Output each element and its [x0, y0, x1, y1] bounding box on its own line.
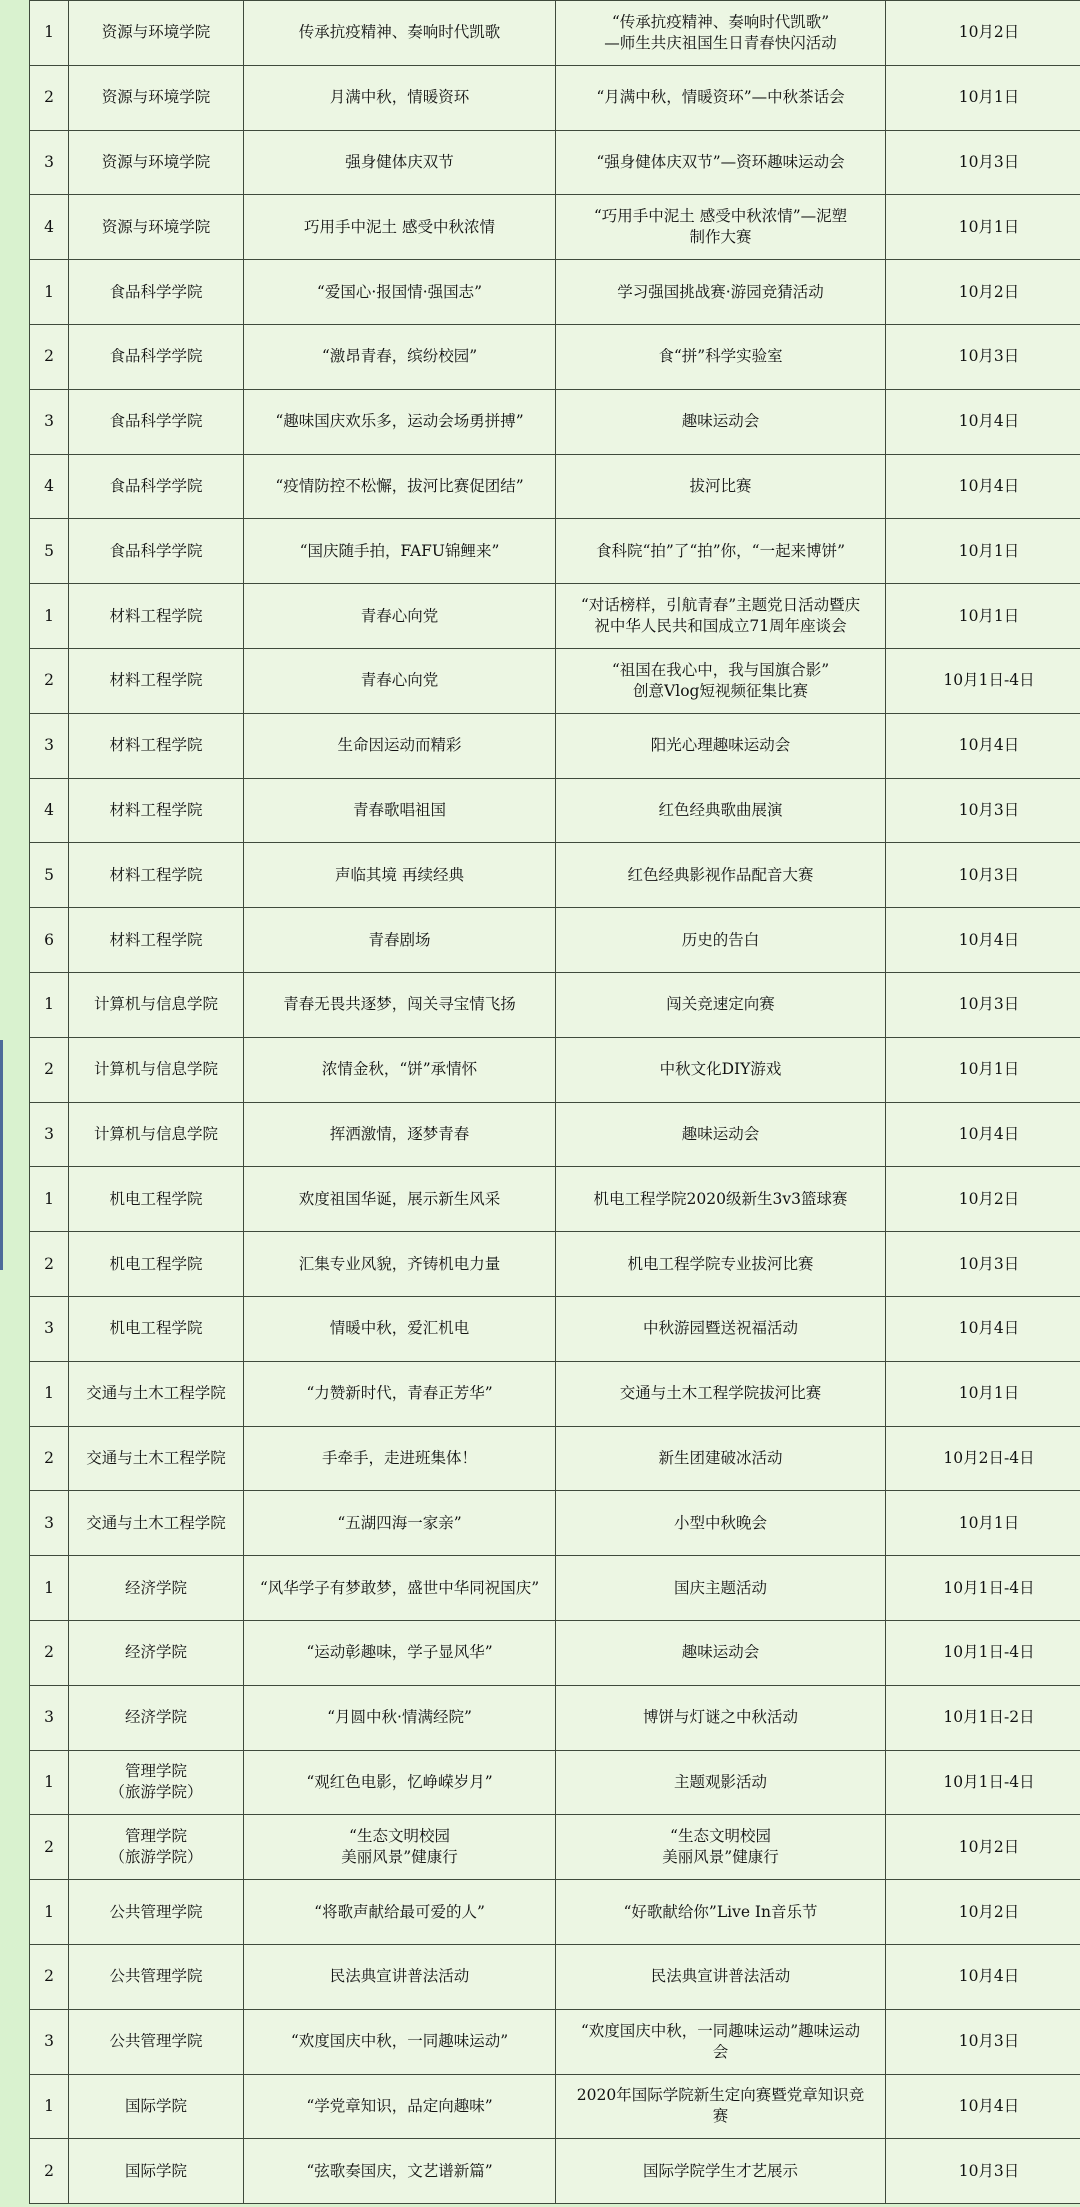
row-number-cell: 1 [30, 1, 69, 66]
date-cell: 10月1日 [886, 1491, 1080, 1556]
date-cell: 10月1日 [886, 195, 1080, 260]
table-row [30, 1296, 1080, 1361]
row-number-cell: 3 [30, 1296, 69, 1361]
row-number-cell: 3 [30, 130, 69, 195]
date-cell: 10月1日-2日 [886, 1685, 1080, 1750]
college-cell: 食品科学学院 [69, 519, 244, 584]
college-cell: 资源与环境学院 [69, 195, 244, 260]
college-cell: 食品科学学院 [69, 324, 244, 389]
theme-cell: “疫情防控不松懈，拔河比赛促团结” [244, 454, 556, 519]
date-cell: 10月2日 [886, 260, 1080, 325]
row-number-cell: 5 [30, 843, 69, 908]
row-number-cell: 3 [30, 2009, 69, 2074]
row-number-cell: 2 [30, 648, 69, 713]
theme-cell: “国庆随手拍，FAFU锦鲤来” [244, 519, 556, 584]
date-cell: 10月4日 [886, 1102, 1080, 1167]
activity-cell: “巧用手中泥土 感受中秋浓情”—泥塑 制作大赛 [556, 195, 886, 260]
date-cell: 10月3日 [886, 778, 1080, 843]
table-row [30, 1426, 1080, 1491]
table-row [30, 843, 1080, 908]
date-cell: 10月1日 [886, 584, 1080, 649]
date-cell: 10月2日 [886, 1815, 1080, 1880]
table-row [30, 1491, 1080, 1556]
theme-cell: “学党章知识，品定向趣味” [244, 2074, 556, 2139]
college-cell: 材料工程学院 [69, 843, 244, 908]
activity-cell: 民法典宣讲普法活动 [556, 1944, 886, 2009]
activity-cell: 趣味运动会 [556, 1620, 886, 1685]
activity-cell: “祖国在我心中，我与国旗合影” 创意Vlog短视频征集比赛 [556, 648, 886, 713]
college-cell: 公共管理学院 [69, 1880, 244, 1945]
theme-cell: “欢度国庆中秋，一同趣味运动” [244, 2009, 556, 2074]
row-number-cell: 1 [30, 972, 69, 1037]
activity-cell: “好歌献给你”Live In音乐节 [556, 1880, 886, 1945]
activity-cell: 趣味运动会 [556, 1102, 886, 1167]
activity-cell: 新生团建破冰活动 [556, 1426, 886, 1491]
date-cell: 10月3日 [886, 972, 1080, 1037]
table-row [30, 648, 1080, 713]
table-row [30, 908, 1080, 973]
table-row [30, 65, 1080, 130]
row-number-cell: 2 [30, 1426, 69, 1491]
theme-cell: “月圆中秋·情满经院” [244, 1685, 556, 1750]
college-cell: 食品科学学院 [69, 454, 244, 519]
theme-cell: 生命因运动而精彩 [244, 713, 556, 778]
college-cell: 资源与环境学院 [69, 1, 244, 66]
college-cell: 国际学院 [69, 2139, 244, 2204]
college-cell: 食品科学学院 [69, 260, 244, 325]
table-row [30, 2009, 1080, 2074]
date-cell: 10月4日 [886, 1944, 1080, 2009]
table-row [30, 1102, 1080, 1167]
table-row [30, 972, 1080, 1037]
row-number-cell: 3 [30, 1685, 69, 1750]
theme-cell: “弦歌奏国庆，文艺谱新篇” [244, 2139, 556, 2204]
row-number-cell: 6 [30, 908, 69, 973]
college-cell: 经济学院 [69, 1685, 244, 1750]
theme-cell: 青春无畏共逐梦，闯关寻宝情飞扬 [244, 972, 556, 1037]
table-row [30, 130, 1080, 195]
theme-cell: 声临其境 再续经典 [244, 843, 556, 908]
table-row [30, 778, 1080, 843]
date-cell: 10月1日 [886, 65, 1080, 130]
college-cell: 材料工程学院 [69, 648, 244, 713]
table-row [30, 1556, 1080, 1621]
activity-cell: 食“拼”科学实验室 [556, 324, 886, 389]
table-row [30, 2139, 1080, 2204]
date-cell: 10月3日 [886, 2009, 1080, 2074]
date-cell: 10月4日 [886, 1296, 1080, 1361]
college-cell: 食品科学学院 [69, 389, 244, 454]
theme-cell: 青春心向党 [244, 584, 556, 649]
activity-cell: 博饼与灯谜之中秋活动 [556, 1685, 886, 1750]
activity-cell: 红色经典影视作品配音大赛 [556, 843, 886, 908]
table-row [30, 1815, 1080, 1880]
activity-cell: “月满中秋，情暖资环”—中秋茶话会 [556, 65, 886, 130]
row-number-cell: 2 [30, 324, 69, 389]
date-cell: 10月1日 [886, 1361, 1080, 1426]
table-row [30, 1880, 1080, 1945]
date-cell: 10月2日 [886, 1, 1080, 66]
college-cell: 机电工程学院 [69, 1232, 244, 1297]
activity-cell: “对话榜样，引航青春”主题党日活动暨庆 祝中华人民共和国成立71周年座谈会 [556, 584, 886, 649]
college-cell: 计算机与信息学院 [69, 1037, 244, 1102]
row-number-cell: 2 [30, 1944, 69, 2009]
table-row [30, 1361, 1080, 1426]
theme-cell: 青春剧场 [244, 908, 556, 973]
row-number-cell: 1 [30, 260, 69, 325]
college-cell: 公共管理学院 [69, 2009, 244, 2074]
row-number-cell: 4 [30, 195, 69, 260]
activity-cell: 拔河比赛 [556, 454, 886, 519]
theme-cell: “五湖四海一家亲” [244, 1491, 556, 1556]
activity-cell: 国庆主题活动 [556, 1556, 886, 1621]
row-number-cell: 5 [30, 519, 69, 584]
date-cell: 10月3日 [886, 1232, 1080, 1297]
row-number-cell: 3 [30, 1491, 69, 1556]
table-row [30, 324, 1080, 389]
college-cell: 公共管理学院 [69, 1944, 244, 2009]
activity-table-body [30, 1, 1080, 2204]
college-cell: 计算机与信息学院 [69, 972, 244, 1037]
college-cell: 材料工程学院 [69, 584, 244, 649]
table-row [30, 195, 1080, 260]
row-number-cell: 2 [30, 1815, 69, 1880]
college-cell: 材料工程学院 [69, 778, 244, 843]
date-cell: 10月3日 [886, 130, 1080, 195]
theme-cell: 民法典宣讲普法活动 [244, 1944, 556, 2009]
activity-cell: 趣味运动会 [556, 389, 886, 454]
date-cell: 10月1日-4日 [886, 1750, 1080, 1815]
college-cell: 资源与环境学院 [69, 130, 244, 195]
theme-cell: 强身健体庆双节 [244, 130, 556, 195]
theme-cell: 月满中秋，情暖资环 [244, 65, 556, 130]
row-number-cell: 4 [30, 778, 69, 843]
college-cell: 材料工程学院 [69, 713, 244, 778]
activity-cell: 食科院“拍”了“拍”你，“一起来博饼” [556, 519, 886, 584]
row-number-cell: 2 [30, 1037, 69, 1102]
activity-cell: 闯关竞速定向赛 [556, 972, 886, 1037]
activity-cell: 阳光心理趣味运动会 [556, 713, 886, 778]
table-row [30, 1, 1080, 66]
activity-cell: “强身健体庆双节”—资环趣味运动会 [556, 130, 886, 195]
date-cell: 10月1日-4日 [886, 1620, 1080, 1685]
college-cell: 机电工程学院 [69, 1296, 244, 1361]
date-cell: 10月4日 [886, 389, 1080, 454]
table-row [30, 1167, 1080, 1232]
college-cell: 交通与土木工程学院 [69, 1491, 244, 1556]
activity-cell: 小型中秋晚会 [556, 1491, 886, 1556]
date-cell: 10月1日 [886, 1037, 1080, 1102]
theme-cell: 青春歌唱祖国 [244, 778, 556, 843]
row-number-cell: 4 [30, 454, 69, 519]
college-cell: 机电工程学院 [69, 1167, 244, 1232]
date-cell: 10月1日-4日 [886, 1556, 1080, 1621]
college-cell: 交通与土木工程学院 [69, 1361, 244, 1426]
college-cell: 交通与土木工程学院 [69, 1426, 244, 1491]
row-number-cell: 3 [30, 713, 69, 778]
theme-cell: 欢度祖国华诞，展示新生风采 [244, 1167, 556, 1232]
date-cell: 10月2日-4日 [886, 1426, 1080, 1491]
date-cell: 10月1日 [886, 519, 1080, 584]
theme-cell: 手牵手，走进班集体！ [244, 1426, 556, 1491]
date-cell: 10月4日 [886, 908, 1080, 973]
date-cell: 10月4日 [886, 454, 1080, 519]
row-number-cell: 1 [30, 1556, 69, 1621]
college-cell: 资源与环境学院 [69, 65, 244, 130]
table-row [30, 713, 1080, 778]
college-cell: 国际学院 [69, 2074, 244, 2139]
college-cell: 计算机与信息学院 [69, 1102, 244, 1167]
theme-cell: 巧用手中泥土 感受中秋浓情 [244, 195, 556, 260]
table-row [30, 2074, 1080, 2139]
activity-cell: “生态文明校园 美丽风景”健康行 [556, 1815, 886, 1880]
table-row [30, 1232, 1080, 1297]
college-cell: 经济学院 [69, 1620, 244, 1685]
activity-cell: 中秋文化DIY游戏 [556, 1037, 886, 1102]
left-edge-accent [0, 1040, 3, 1270]
row-number-cell: 1 [30, 1880, 69, 1945]
theme-cell: “生态文明校园 美丽风景”健康行 [244, 1815, 556, 1880]
theme-cell: 情暖中秋，爱汇机电 [244, 1296, 556, 1361]
table-row [30, 1685, 1080, 1750]
activity-cell: 中秋游园暨送祝福活动 [556, 1296, 886, 1361]
college-cell: 经济学院 [69, 1556, 244, 1621]
activity-cell: 交通与土木工程学院拔河比赛 [556, 1361, 886, 1426]
row-number-cell: 2 [30, 65, 69, 130]
row-number-cell: 2 [30, 2139, 69, 2204]
table-row [30, 454, 1080, 519]
theme-cell: 浓情金秋，“饼”承情怀 [244, 1037, 556, 1102]
theme-cell: “运动彰趣味，学子显风华” [244, 1620, 556, 1685]
date-cell: 10月1日-4日 [886, 648, 1080, 713]
activity-cell: “传承抗疫精神、奏响时代凯歌” —师生共庆祖国生日青春快闪活动 [556, 1, 886, 66]
theme-cell: 传承抗疫精神、奏响时代凯歌 [244, 1, 556, 66]
row-number-cell: 1 [30, 1750, 69, 1815]
theme-cell: 汇集专业风貌，齐铸机电力量 [244, 1232, 556, 1297]
activity-cell: 国际学院学生才艺展示 [556, 2139, 886, 2204]
date-cell: 10月3日 [886, 843, 1080, 908]
table-row [30, 389, 1080, 454]
table-row [30, 1037, 1080, 1102]
table-row [30, 584, 1080, 649]
table-row [30, 1750, 1080, 1815]
college-cell: 管理学院 （旅游学院） [69, 1750, 244, 1815]
table-row [30, 519, 1080, 584]
college-cell: 材料工程学院 [69, 908, 244, 973]
date-cell: 10月4日 [886, 713, 1080, 778]
activity-cell: 学习强国挑战赛·游园竞猜活动 [556, 260, 886, 325]
row-number-cell: 1 [30, 1167, 69, 1232]
activity-cell: 主题观影活动 [556, 1750, 886, 1815]
theme-cell: “将歌声献给最可爱的人” [244, 1880, 556, 1945]
date-cell: 10月3日 [886, 2139, 1080, 2204]
theme-cell: “激昂青春，缤纷校园” [244, 324, 556, 389]
activity-cell: 红色经典歌曲展演 [556, 778, 886, 843]
date-cell: 10月2日 [886, 1167, 1080, 1232]
row-number-cell: 1 [30, 584, 69, 649]
theme-cell: “风华学子有梦敢梦，盛世中华同祝国庆” [244, 1556, 556, 1621]
activity-cell: 机电工程学院专业拔河比赛 [556, 1232, 886, 1297]
activity-table [29, 0, 1080, 2204]
table-row [30, 1944, 1080, 2009]
activity-cell: 历史的告白 [556, 908, 886, 973]
table-row [30, 1620, 1080, 1685]
row-number-cell: 1 [30, 1361, 69, 1426]
college-cell: 管理学院 （旅游学院） [69, 1815, 244, 1880]
row-number-cell: 1 [30, 2074, 69, 2139]
theme-cell: “观红色电影，忆峥嵘岁月” [244, 1750, 556, 1815]
table-row [30, 260, 1080, 325]
theme-cell: 青春心向党 [244, 648, 556, 713]
activity-cell: 2020年国际学院新生定向赛暨党章知识竞 赛 [556, 2074, 886, 2139]
row-number-cell: 2 [30, 1620, 69, 1685]
activity-cell: 机电工程学院2020级新生3v3篮球赛 [556, 1167, 886, 1232]
date-cell: 10月3日 [886, 324, 1080, 389]
row-number-cell: 3 [30, 389, 69, 454]
row-number-cell: 3 [30, 1102, 69, 1167]
row-number-cell: 2 [30, 1232, 69, 1297]
theme-cell: “趣味国庆欢乐多，运动会场勇拼搏” [244, 389, 556, 454]
theme-cell: 挥洒激情，逐梦青春 [244, 1102, 556, 1167]
date-cell: 10月4日 [886, 2074, 1080, 2139]
theme-cell: “力赞新时代，青春正芳华” [244, 1361, 556, 1426]
date-cell: 10月2日 [886, 1880, 1080, 1945]
activity-cell: “欢度国庆中秋，一同趣味运动”趣味运动 会 [556, 2009, 886, 2074]
theme-cell: “爱国心·报国情·强国志” [244, 260, 556, 325]
